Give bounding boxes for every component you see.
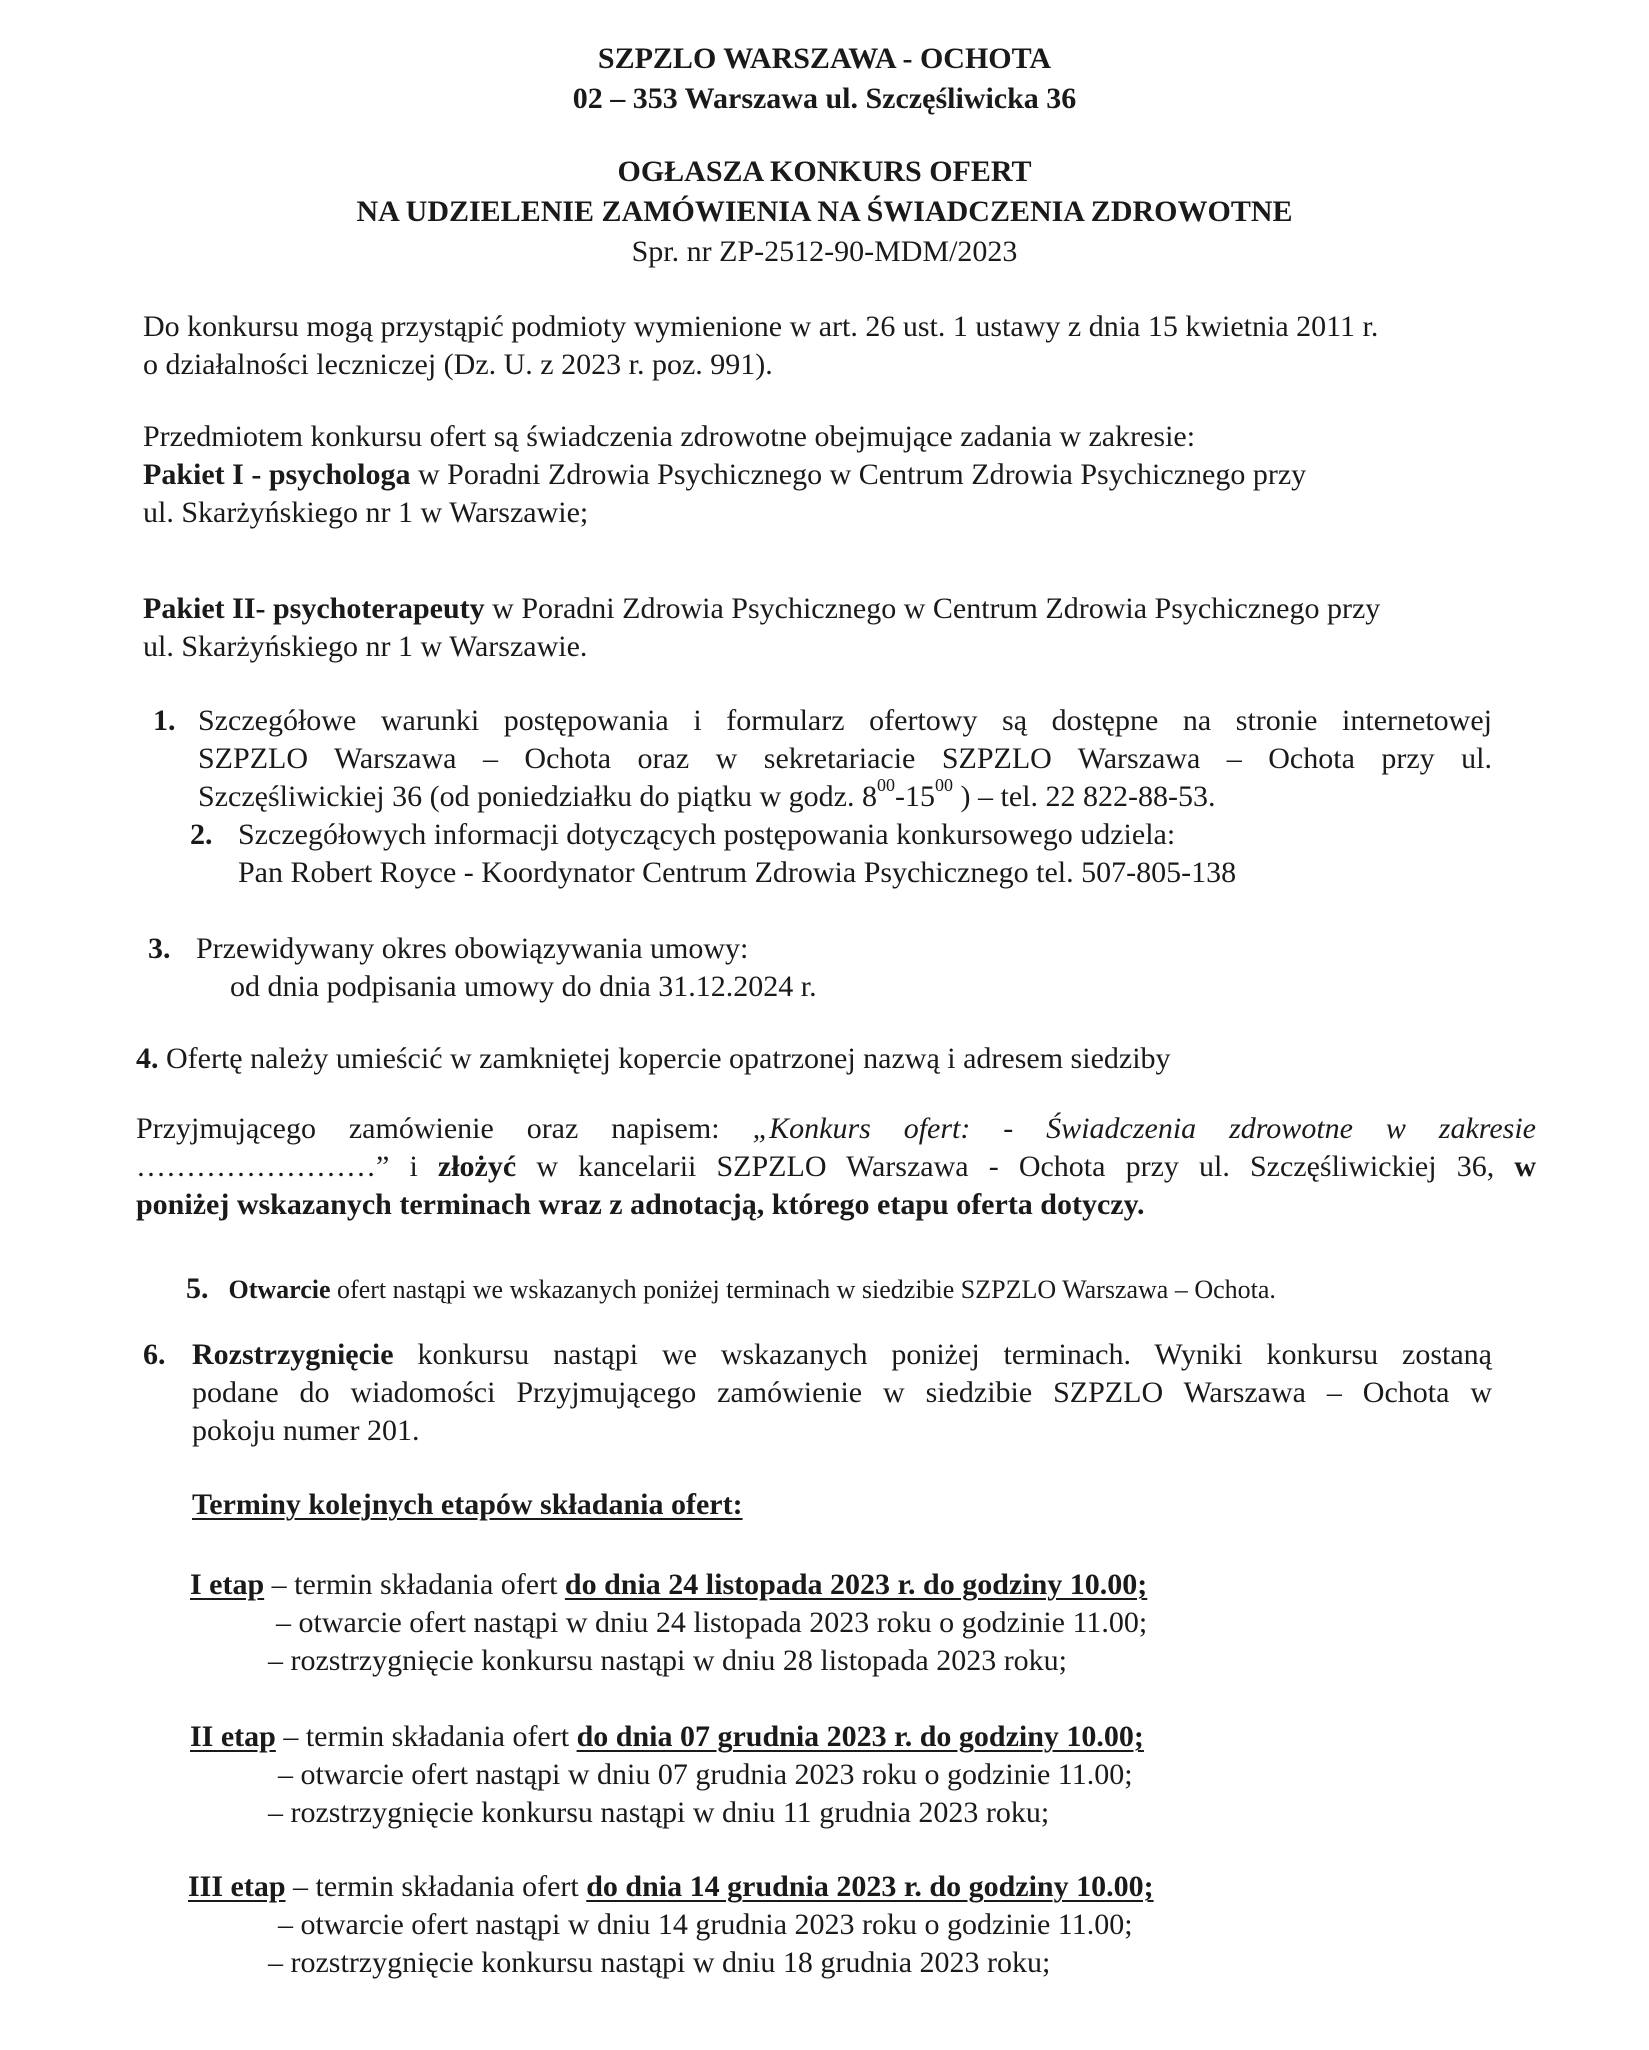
package-1-desc: w Poradni Zdrowia Psychicznego w Centrum Zdrowia Psychicznego przy: [410, 458, 1307, 491]
item-1-hours-mid: -15: [895, 780, 935, 813]
stage-1-line: [190, 1566, 1540, 1604]
item-6: [192, 1336, 1492, 1450]
institution-name: SZPZLO WARSZAWA - OCHOTA: [597, 42, 1052, 75]
package-2-desc: w Poradni Zdrowia Psychicznego w Centrum Zdrowia Psychicznego przy: [484, 592, 1381, 625]
item-2-line-2: Pan Robert Royce - Koordynator Centrum Zdrowia Psychicznego tel. 507-805-138: [238, 856, 1237, 889]
subject-line: Przedmiotem konkursu ofert są świadczenia zdrowotne obejmujące zadania w zakresie:: [143, 420, 1196, 453]
item-4-number: 4.: [136, 1042, 159, 1075]
package-2-address: ul. Skarżyńskiego nr 1 w Warszawie.: [143, 630, 588, 663]
stage-2-deadline: do dnia 07 grudnia 2023 r. do godziny 10.00;: [576, 1720, 1144, 1753]
item-6-bold: Rozstrzygnięcie: [192, 1338, 394, 1371]
package-1-address: ul. Skarżyńskiego nr 1 w Warszawie;: [143, 496, 589, 529]
item-3-line-1: Przewidywany okres obowiązywania umowy:: [196, 932, 749, 965]
stage-1-resolution: – rozstrzygnięcie konkursu nastąpi w dniu 28 listopada 2023 roku;: [268, 1644, 1068, 1677]
package-1: [143, 456, 1523, 494]
announcement-subtitle: NA UDZIELENIE ZAMÓWIENIA NA ŚWIADCZENIA ZDROWOTNE: [356, 195, 1293, 228]
stage-2-label: II etap: [190, 1720, 276, 1753]
item-2: [238, 816, 1488, 892]
item-4-w: w: [1514, 1150, 1536, 1183]
stage-1-opening: – otwarcie ofert nastąpi w dniu 24 listopada 2023 roku o godzinie 11.00;: [276, 1606, 1148, 1639]
item-5-number: 5.: [186, 1272, 209, 1305]
item-3-line-2: od dnia podpisania umowy do dnia 31.12.2024 r.: [230, 970, 817, 1003]
item-4-text: Ofertę należy umieścić w zamkniętej kopercie opatrzonej nazwą i adresem siedziby: [158, 1042, 1171, 1075]
stage-3-deadline: do dnia 14 grudnia 2023 r. do godziny 10.00;: [586, 1870, 1154, 1903]
institution-address: 02 – 353 Warszawa ul. Szczęśliwicka 36: [572, 82, 1077, 115]
item-1-line-1: Szczegółowe warunki postępowania i formularz ofertowy są dostępne na stronie internetowej: [198, 704, 1492, 737]
item-6-text: konkursu nastąpi we wskazanych poniżej terminach. Wyniki konkursu zostaną: [393, 1338, 1492, 1371]
item-1-line-2: SZPZLO Warszawa – Ochota oraz w sekretariacie SZPZLO Warszawa – Ochota przy ul.: [198, 742, 1492, 775]
item-1: [198, 702, 1492, 816]
stage-2-resolution: – rozstrzygnięcie konkursu nastąpi w dniu 11 grudnia 2023 roku;: [268, 1796, 1050, 1829]
stage-1-text: – termin składania ofert: [264, 1568, 565, 1601]
stage-1-label: I etap: [190, 1568, 265, 1601]
item-4-line-3: [136, 1148, 1536, 1186]
intro-line-1: Do konkursu mogą przystąpić podmioty wymienione w art. 26 ust. 1 ustawy z dnia 15 kwietnia 2011 r.: [143, 310, 1379, 343]
item-5-text: ofert nastąpi we wskazanych poniżej terminach w siedzibie SZPZLO Warszawa – Ochota.: [330, 1275, 1276, 1304]
item-6-line-2: podane do wiadomości Przyjmującego zamówienie w siedzibie SZPZLO Warszawa – Ochota w: [192, 1376, 1492, 1409]
stage-3-line: [188, 1868, 1538, 1906]
item-1-sup-2: 00: [935, 775, 953, 795]
item-4-napisem: Przyjmującego zamówienie oraz napisem:: [136, 1112, 753, 1145]
stage-2-text: – termin składania ofert: [275, 1720, 577, 1753]
reference-number: Spr. nr ZP-2512-90-MDM/2023: [631, 235, 1018, 268]
item-4-quote: „Konkurs ofert: - Świadczenia zdrowotne w zakresie: [752, 1112, 1536, 1145]
item-2-line-1: Szczegółowych informacji dotyczących postępowania konkursowego udziela:: [238, 818, 1176, 851]
item-2-number: 2.: [190, 818, 213, 851]
item-5: [186, 1270, 1536, 1309]
item-5-bold: Otwarcie: [228, 1275, 331, 1304]
intro-paragraph: [143, 308, 1513, 384]
schedule-title: Terminy kolejnych etapów składania ofert:: [192, 1488, 743, 1521]
item-6-line-3: pokoju numer 201.: [192, 1414, 420, 1447]
stage-3-label: III etap: [188, 1870, 286, 1903]
intro-line-2: o działalności leczniczej (Dz. U. z 2023 r. poz. 991).: [143, 348, 773, 381]
item-4-line-4: poniżej wskazanych terminach wraz z adnotacją, którego etapu oferta dotyczy.: [136, 1188, 1145, 1221]
stage-3-opening: – otwarcie ofert nastąpi w dniu 14 grudnia 2023 roku o godzinie 11.00;: [278, 1908, 1133, 1941]
stage-1-deadline: do dnia 24 listopada 2023 r. do godziny 10.00;: [564, 1568, 1148, 1601]
item-1-phone: ) – tel. 22 822-88-53.: [953, 780, 1216, 813]
stage-1: [190, 1566, 1540, 1680]
item-6-line-1: [192, 1336, 1492, 1374]
item-4-line-1: [136, 1040, 1536, 1078]
package-2-label: Pakiet II- psychoterapeuty: [143, 592, 485, 625]
item-4-zlozyc: złożyć: [437, 1150, 517, 1183]
item-4-line-2: [136, 1110, 1536, 1148]
item-1-sup-1: 00: [877, 775, 895, 795]
item-3-number: 3.: [148, 932, 171, 965]
stage-2: [190, 1718, 1540, 1832]
stage-2-line: [190, 1718, 1540, 1756]
item-4-body: [136, 1110, 1536, 1224]
item-3: [196, 930, 1396, 1006]
subject-paragraph: [143, 418, 1523, 532]
package-2-block: [143, 590, 1523, 666]
stage-3-resolution: – rozstrzygnięcie konkursu nastąpi w dniu 18 grudnia 2023 roku;: [268, 1946, 1051, 1979]
item-6-number: 6.: [143, 1338, 166, 1371]
announcement-title: OGŁASZA KONKURS OFERT: [617, 155, 1032, 188]
stage-3-text: – termin składania ofert: [285, 1870, 587, 1903]
item-4-kancelaria: w kancelarii SZPZLO Warszawa - Ochota przy ul. Szczęśliwickiej 36,: [516, 1150, 1515, 1183]
item-1-hours-text: Szczęśliwickiej 36 (od poniedziałku do piątku w godz. 8: [198, 780, 877, 813]
package-2: [143, 590, 1523, 628]
item-1-number: 1.: [153, 704, 176, 737]
package-1-label: Pakiet I - psychologa: [143, 458, 411, 491]
stage-3: [188, 1868, 1538, 1982]
stage-2-opening: – otwarcie ofert nastąpi w dniu 07 grudnia 2023 roku o godzinie 11.00;: [278, 1758, 1133, 1791]
item-1-line-3: [198, 775, 1492, 816]
item-4-dots: ……………………” i: [136, 1150, 438, 1183]
